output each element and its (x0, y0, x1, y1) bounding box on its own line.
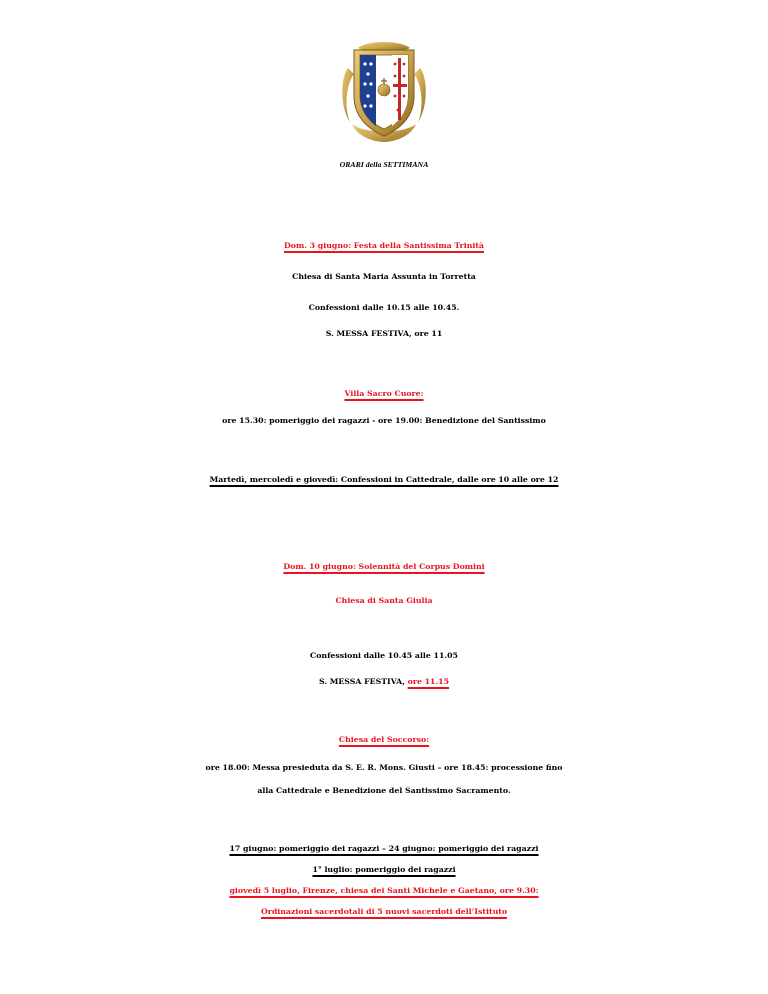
ordination-line2: Ordinazioni sacerdotali di 5 nuovi sacerdoti dell’Istituto (260, 907, 508, 916)
section2-church: Chiesa di Santa Giulia (335, 596, 433, 605)
section2-mass-time: ore 11.15 (407, 677, 450, 686)
ordination-line1: giovedì 5 luglio, Firenze, chiesa dei Santi Michele e Gaetano, ore 9.30: (229, 886, 539, 895)
schedule-line2: 1° luglio: pomeriggio dei ragazzi (312, 865, 456, 874)
soccorso-details-line2: alla Cattedrale e Benedizione del Santissimo Sacramento. (257, 786, 511, 795)
weekday-confessions-note: Martedì, mercoledì e giovedì: Confessioni in Cattedrale, dalle ore 10 alle ore 12 (209, 475, 559, 484)
villa-sacro-cuore-heading: Villa Sacro Cuore: (344, 389, 424, 398)
page-title: ORARI della SETTIMANA (339, 160, 429, 169)
section1-heading: Dom. 3 giugno: Festa della Santissima Trinità (284, 241, 484, 250)
soccorso-heading: Chiesa del Soccorso: (338, 735, 430, 744)
coat-of-arms-icon (338, 38, 430, 144)
section2-mass (0, 677, 768, 686)
section1-church: Chiesa di Santa Maria Assunta in Torretta (292, 272, 476, 281)
villa-sacro-cuore-details: ore 15.30: pomeriggio dei ragazzi - ore 19.00: Benedizione del Santissimo (222, 416, 546, 425)
schedule-line1: 17 giugno: pomeriggio dei ragazzi – 24 giugno: pomeriggio dei ragazzi (229, 844, 539, 853)
section2-mass-prefix: S. MESSA FESTIVA, (318, 677, 408, 686)
section1-confessions: Confessioni dalle 10.15 alle 10.45. (308, 303, 460, 312)
section2-confessions: Confessioni dalle 10.45 alle 11.05 (310, 651, 458, 660)
soccorso-details-line1: ore 18.00: Messa presieduta da S. E. R. Mons. Giusti – ore 18.45: processione fino (205, 763, 563, 772)
section2-heading: Dom. 10 giugno: Solennità del Corpus Domini (283, 562, 485, 571)
section1-mass: S. MESSA FESTIVA, ore 11 (325, 329, 443, 338)
